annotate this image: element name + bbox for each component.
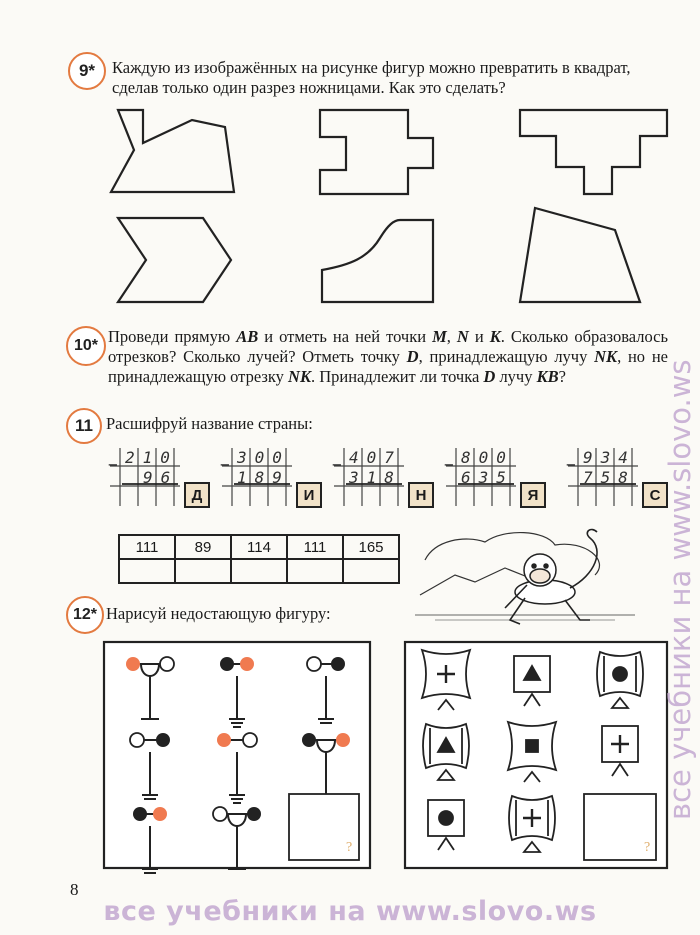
figure-trapezoid-shape	[520, 208, 640, 302]
subtrahend-1: 96	[143, 468, 179, 487]
subtrahend-5: 758	[583, 468, 636, 487]
answer-letter-3: Н	[408, 482, 434, 508]
minus-1: −	[108, 455, 118, 474]
task-9-figures	[0, 0, 700, 330]
t10-p8: . Сколько образовалось отрезков? Сколько лучей? Отметь точку	[108, 327, 668, 366]
subtrahend-2: 189	[237, 468, 290, 487]
answer-letter-1: Д	[184, 482, 210, 508]
minus-4: −	[444, 455, 454, 474]
minuend-4: 800	[461, 448, 514, 467]
answer-cell: 114	[231, 535, 287, 559]
t10-p16: лучу	[495, 367, 537, 386]
t10-p2: и отметь на ней точки	[258, 327, 433, 346]
answer-letters-row	[119, 559, 399, 583]
t10-p4: ,	[446, 327, 457, 346]
answer-cell: 89	[175, 535, 231, 559]
minuend-3: 407	[349, 448, 402, 467]
t10-p10: , принадлежащую лучу	[418, 347, 595, 366]
t10-p0: Проведи прямую	[108, 327, 237, 346]
answer-cell: 111	[119, 535, 175, 559]
figure-curve-shape	[322, 220, 433, 302]
answer-letter-4: Я	[520, 482, 546, 508]
t10-p18: ?	[558, 367, 566, 386]
minuend-5: 934	[583, 448, 636, 467]
figure-t-shape	[520, 110, 667, 194]
figure-arrow-shape	[118, 218, 231, 302]
task-9-number: 9*	[68, 52, 106, 90]
answer-values-row	[119, 535, 399, 559]
answer-table	[118, 534, 400, 584]
task-12-text: Нарисуй недостающую фигуру:	[106, 604, 331, 623]
side-watermark	[662, 120, 700, 840]
t10-p12: , но не принадлежащую отрезку	[108, 347, 668, 386]
bottom-watermark: все учебники на www.slovo.ws	[103, 896, 597, 927]
answer-letter-5: С	[642, 482, 668, 508]
t10-p14: . Принадлежит ли точка	[310, 367, 484, 386]
page-number: 8	[70, 880, 79, 899]
left-question-mark: ?	[346, 840, 353, 855]
figure-boot-shape	[111, 110, 234, 192]
minuend-1: 210	[125, 448, 178, 467]
task-10-text	[108, 327, 668, 387]
answer-cell: 165	[343, 535, 399, 559]
empty-cell[interactable]	[175, 559, 231, 583]
empty-cell[interactable]	[343, 559, 399, 583]
task-11-text: Расшифруй название страны:	[106, 414, 313, 433]
minus-2: −	[220, 455, 230, 474]
right-question-mark: ?	[644, 840, 651, 855]
task-11-number: 11	[66, 408, 102, 444]
t10-p15: D	[483, 367, 496, 386]
minuend-2: 300	[237, 448, 290, 467]
answer-letter-2: И	[296, 482, 322, 508]
task-12-puzzles	[0, 630, 700, 875]
minus-5: −	[566, 455, 576, 474]
subtrahend-3: 318	[349, 468, 402, 487]
side-watermark-text: все учебники на www.slovo.ws	[663, 359, 697, 820]
empty-cell[interactable]	[287, 559, 343, 583]
t10-p9: D	[406, 347, 419, 366]
empty-cell[interactable]	[119, 559, 175, 583]
right-puzzle-items	[422, 650, 656, 860]
t10-p7: K	[489, 327, 501, 346]
figure-cross-shape	[320, 110, 433, 194]
task-9-text: Каждую из изображённых на рисунке фигур можно превратить в квадрат, сделав только один разрез ножницами. Как это сделать?	[112, 58, 631, 97]
t10-p6: и	[468, 327, 490, 346]
t10-p13: NK	[288, 367, 311, 386]
answer-cell: 111	[287, 535, 343, 559]
t10-p17: KB	[536, 367, 559, 386]
task-12-number: 12*	[66, 596, 104, 634]
subtrahend-4: 635	[461, 468, 514, 487]
t10-p11: NK	[594, 347, 618, 366]
task-10-number: 10*	[66, 326, 106, 366]
t10-p5: N	[456, 327, 469, 346]
minus-3: −	[332, 455, 342, 474]
empty-cell[interactable]	[231, 559, 287, 583]
t10-p1: AB	[236, 327, 259, 346]
t10-p3: M	[432, 327, 447, 346]
monkey-illustration	[415, 520, 645, 630]
